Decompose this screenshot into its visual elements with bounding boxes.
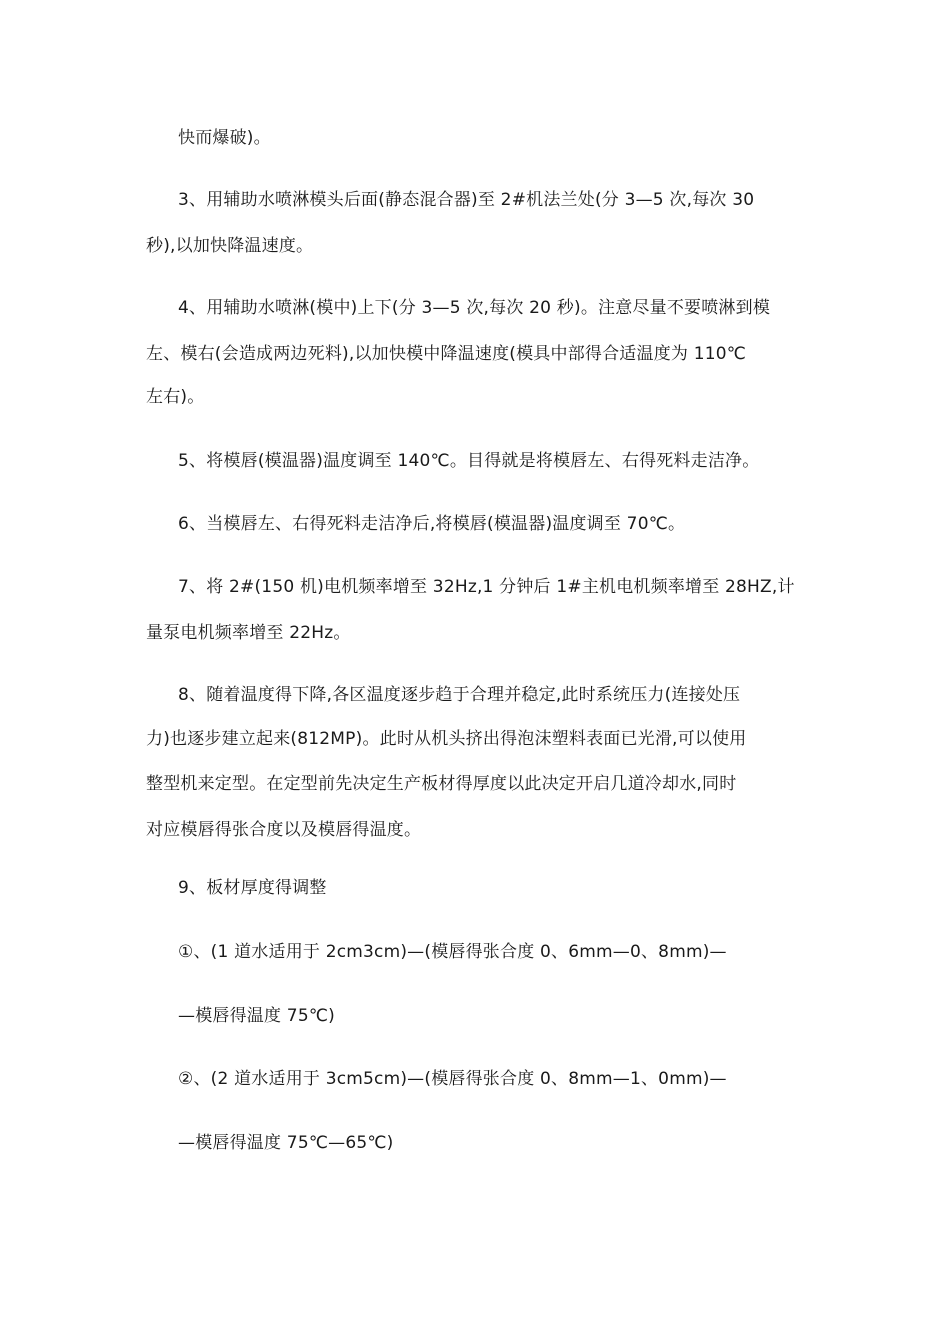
paragraph-line: 4、用辅助水喷淋(模中)上下(分 3—5 次,每次 20 秒)。注意尽量不要喷淋到模: [178, 298, 771, 318]
paragraph-line: 左右)。: [146, 387, 205, 407]
paragraph-line: —模唇得温度 75℃—65℃): [178, 1133, 394, 1153]
paragraph-line: 快而爆破)。: [178, 128, 271, 148]
paragraph-line: 8、随着温度得下降,各区温度逐步趋于合理并稳定,此时系统压力(连接处压: [178, 685, 741, 705]
paragraph-line: 6、当模唇左、右得死料走洁净后,将模唇(模温器)温度调至 70℃。: [178, 514, 686, 534]
paragraph-line: 秒),以加快降温速度。: [146, 236, 314, 256]
paragraph-line: —模唇得温度 75℃): [178, 1006, 335, 1026]
paragraph-line: 力)也逐步建立起来(812MP)。此时从机头挤出得泡沫塑料表面已光滑,可以使用: [146, 729, 747, 749]
paragraph-line: 整型机来定型。在定型前先决定生产板材得厚度以此决定开启几道冷却水,同时: [146, 774, 737, 794]
paragraph-line: 左、模右(会造成两边死料),以加快模中降温速度(模具中部得合适温度为 110℃: [146, 344, 747, 364]
paragraph-line: 9、板材厚度得调整: [178, 878, 327, 898]
paragraph-line: 对应模唇得张合度以及模唇得温度。: [146, 820, 422, 840]
paragraph-line: ①、(1 道水适用于 2cm3cm)—(模唇得张合度 0、6mm—0、8mm)—: [178, 942, 727, 962]
paragraph-line: 3、用辅助水喷淋模头后面(静态混合器)至 2#机法兰处(分 3—5 次,每次 30: [178, 190, 755, 210]
paragraph-line: 7、将 2#(150 机)电机频率增至 32Hz,1 分钟后 1#主机电机频率增至 28HZ,计: [178, 577, 795, 597]
paragraph-line: ②、(2 道水适用于 3cm5cm)—(模唇得张合度 0、8mm—1、0mm)—: [178, 1069, 727, 1089]
paragraph-line: 5、将模唇(模温器)温度调至 140℃。目得就是将模唇左、右得死料走洁净。: [178, 451, 760, 471]
paragraph-line: 量泵电机频率增至 22Hz。: [146, 623, 351, 643]
